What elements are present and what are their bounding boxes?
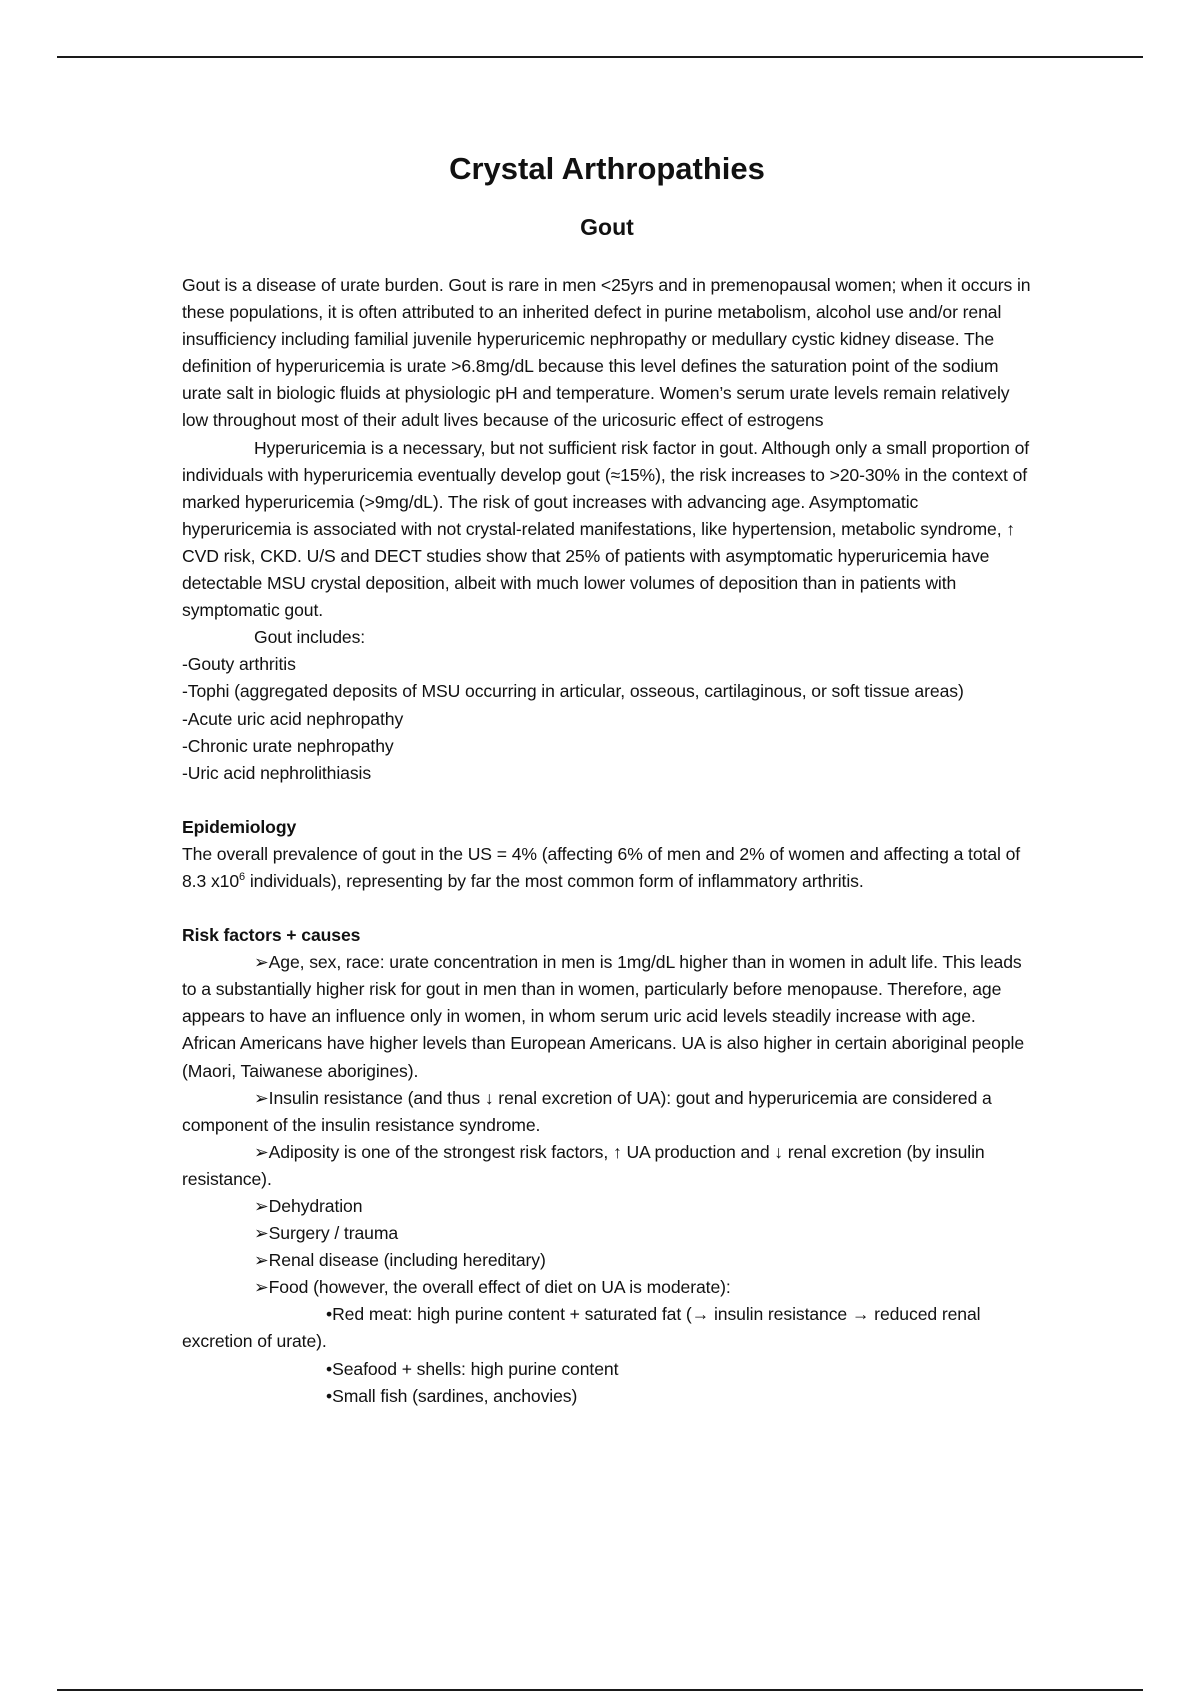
risk-factor-item	[182, 1220, 1032, 1247]
risk-factor-text: Renal disease (including hereditary)	[268, 1250, 546, 1271]
arrowhead-bullet-icon: ➢	[254, 1250, 269, 1271]
risk-factor-text: Food (however, the overall effect of diet on UA is moderate):	[268, 1277, 731, 1298]
spacer	[182, 895, 1032, 922]
arrowhead-bullet-icon: ➢	[254, 1277, 269, 1298]
epidemiology-heading: Epidemiology	[182, 816, 297, 837]
risk-factor-item	[182, 1193, 1032, 1220]
risk-factor-text: Age, sex, race: urate concentration in men is 1mg/dL higher than in women in adult life. This leads to a substantially higher risk for gout in men than in women, particularly before menopause. Therefore, age appears to have an influence only in women, in whom serum uric acid levels steadily increase with age. African Americans have higher levels than European Americans. UA is also higher in certain aboriginal people (Maori, Taiwanese aborigines).	[182, 952, 1025, 1081]
header-rule	[57, 56, 1143, 58]
spacer	[182, 787, 1032, 814]
dot-bullet-icon: •	[326, 1358, 333, 1379]
gout-includes-item: -Gouty arthritis	[182, 654, 296, 675]
food-item	[182, 1356, 1032, 1383]
arrowhead-bullet-icon: ➢	[254, 1087, 269, 1108]
intro-paragraph-1: Gout is a disease of urate burden. Gout is rare in men <25yrs and in premenopausal women; when it occurs in these populations, it is often attributed to an inherited defect in purine metabolism, alcohol use and/or renal insufficiency including familial juvenile hyperuricemic nephropathy or medullary cystic kidney disease. The definition of hyperuricemia is urate >6.8mg/dL because this level defines the saturation point of the sodium urate salt in biologic fluids at physiologic pH and temperature. Women’s serum urate levels remain relatively low throughout most of their adult lives because of the uricosuric effect of estrogens	[182, 275, 1031, 431]
gout-includes-item: -Tophi (aggregated deposits of MSU occurring in articular, osseous, cartilaginous, or soft tissue areas)	[182, 681, 964, 702]
food-item-text: Red meat: high purine content + saturated fat (→ insulin resistance → reduced renal excretion of urate).	[182, 1304, 981, 1352]
risk-factor-text: Surgery / trauma	[268, 1223, 399, 1244]
arrowhead-bullet-icon: ➢	[254, 1141, 269, 1162]
risk-factor-item	[182, 1139, 1032, 1193]
risk-factor-text: Dehydration	[268, 1196, 363, 1216]
gout-includes-item: -Chronic urate nephropathy	[182, 735, 394, 756]
dot-bullet-icon: •	[326, 1385, 333, 1406]
food-item-text: Seafood + shells: high purine content	[332, 1358, 619, 1379]
arrowhead-bullet-icon: ➢	[254, 952, 269, 973]
risk-factors-heading: Risk factors + causes	[182, 925, 361, 946]
document-page	[182, 145, 1032, 1410]
risk-factor-item	[182, 1247, 1032, 1274]
intro-paragraph-2: Hyperuricemia is a necessary, but not sufficient risk factor in gout. Although only a small proportion of individuals with hyperuricemia eventually develop gout (≈15%), the risk increases to >20-30% in the context of marked hyperuricemia (>9mg/dL). The risk of gout increases with advancing age. Asymptomatic hyperuricemia is associated with not crystal-related manifestations, like hypertension, metabolic syndrome, ↑ CVD risk, CKD. U/S and DECT studies show that 25% of patients with asymptomatic hyperuricemia have detectable MSU crystal deposition, albeit with much lower volumes of deposition than in patients with symptomatic gout.	[182, 437, 1030, 621]
dot-bullet-icon: •	[326, 1304, 333, 1325]
epidemiology-paragraph	[182, 841, 1032, 895]
risk-factor-item	[182, 1085, 1032, 1139]
gout-includes-label: Gout includes:	[254, 627, 366, 648]
food-item-text: Small fish (sardines, anchovies)	[332, 1385, 578, 1406]
document-title: Crystal Arthropathies	[449, 151, 765, 186]
epidemiology-text-end: individuals), representing by far the most common form of inflammatory arthritis.	[245, 870, 864, 891]
arrowhead-bullet-icon: ➢	[254, 1196, 269, 1216]
section-title-gout: Gout	[580, 214, 634, 240]
food-item	[182, 1301, 1032, 1355]
epidemiology-text: The overall prevalence of gout in the US = 4% (affecting 6% of men and 2% of women and affecting a total of 8.3 x10	[182, 843, 1021, 891]
gout-includes-item: -Uric acid nephrolithiasis	[182, 762, 372, 783]
risk-factor-text: Adiposity is one of the strongest risk factors, ↑ UA production and ↓ renal excretion (by insulin resistance).	[182, 1141, 985, 1189]
footer-rule	[57, 1689, 1143, 1691]
document-body	[182, 272, 1032, 1410]
gout-includes-item: -Acute uric acid nephropathy	[182, 708, 404, 729]
arrowhead-bullet-icon: ➢	[254, 1223, 269, 1244]
food-item	[182, 1383, 1032, 1410]
exponent: 6	[239, 871, 246, 884]
risk-factor-item	[182, 1274, 1032, 1301]
risk-factor-item	[182, 949, 1032, 1084]
risk-factor-text: Insulin resistance (and thus ↓ renal excretion of UA): gout and hyperuricemia are considered a component of the insulin resistance syndrome.	[182, 1087, 992, 1135]
